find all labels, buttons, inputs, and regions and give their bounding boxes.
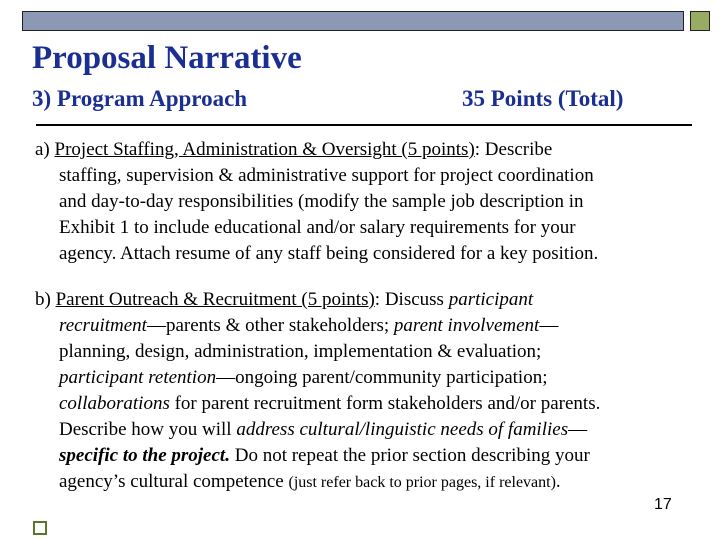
section-b-marker: b) — [35, 289, 56, 310]
section-a-line-4: Exhibit 1 to include educational and/or salary requirements for your — [59, 217, 576, 238]
section-b-line-5 — [35, 391, 690, 417]
section-b — [35, 287, 690, 496]
section-b-l2-italic-b: parent involvement — [393, 315, 540, 336]
section-b-l8-small: (just refer back to prior pages, if relevant) — [288, 474, 556, 491]
page-number: 17 — [654, 496, 672, 513]
points-total: 35 Points (Total) — [462, 86, 624, 111]
section-b-line-3: planning, design, administration, implementation & evaluation; — [59, 341, 542, 362]
square-bullet-icon — [33, 521, 47, 535]
section-b-line-1 — [35, 287, 690, 313]
section-b-line-7 — [35, 443, 690, 469]
slide-title: Proposal Narrative — [32, 40, 302, 76]
slide-subtitle: 3) Program Approach — [32, 86, 248, 111]
section-a-line-2: staffing, supervision & administrative support for project coordination — [59, 165, 594, 186]
section-b-after-heading: : Discuss — [374, 289, 449, 310]
section-b-l2-italic-a: recruitment — [59, 315, 147, 336]
section-b-l8-end: . — [555, 471, 561, 492]
section-b-l7-bold-italic: specific to the project. — [59, 445, 230, 466]
section-a — [35, 137, 690, 267]
section-b-heading: Parent Outreach & Recruitment (5 points) — [55, 289, 375, 310]
section-b-line-4 — [35, 365, 690, 391]
section-a-line-3: and day-to-day responsibilities (modify the sample job description in — [59, 191, 584, 212]
section-b-line-2 — [35, 313, 690, 339]
section-b-l7-text: Do not repeat the prior section describing your — [229, 445, 590, 466]
section-b-l2-text: —parents & other stakeholders; — [146, 315, 394, 336]
section-b-l5-italic: collaborations — [59, 393, 170, 414]
corner-square — [690, 11, 710, 31]
section-a-line-1 — [35, 137, 690, 163]
section-a-after-heading: : Describe — [474, 139, 553, 160]
section-b-line-6 — [35, 417, 690, 443]
section-b-l5-text: for parent recruitment form stakeholders and/or parents. — [169, 393, 601, 414]
section-a-line-5: agency. Attach resume of any staff being considered for a key position. — [59, 243, 599, 264]
section-b-line-8 — [35, 469, 690, 496]
section-a-marker: a) — [35, 139, 55, 160]
section-a-heading: Project Staffing, Administration & Oversight (5 points) — [54, 139, 475, 160]
section-b-l6-dash: — — [568, 419, 588, 440]
header-bar — [22, 11, 684, 31]
section-b-l6-text: Describe how you will — [59, 419, 237, 440]
section-b-l8-text: agency’s cultural competence — [59, 471, 289, 492]
section-b-l1-italic: participant — [448, 289, 534, 310]
section-b-l6-italic: address cultural/linguistic needs of families — [236, 419, 569, 440]
section-b-l2-dash: — — [539, 315, 559, 336]
section-b-l4-italic: participant retention — [59, 367, 217, 388]
divider-rule — [36, 124, 692, 126]
section-b-l4-text: —ongoing parent/community participation; — [216, 367, 548, 388]
